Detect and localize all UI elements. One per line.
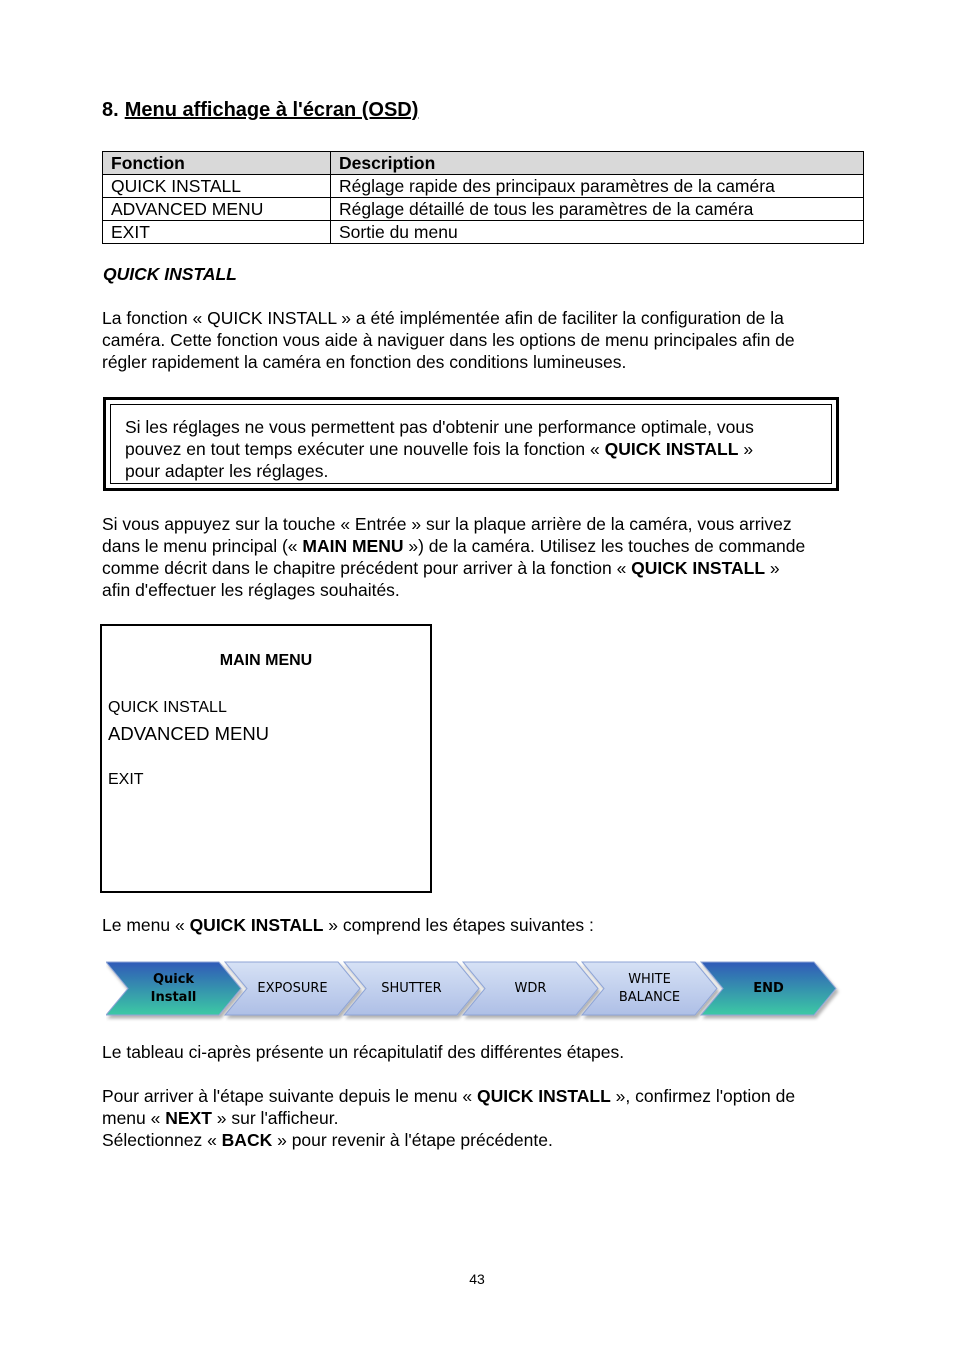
note-content xyxy=(110,404,832,484)
bold-term: NEXT xyxy=(165,1108,212,1128)
table-cell: EXIT xyxy=(103,221,331,244)
section-title: Menu affichage à l'écran (OSD) xyxy=(124,99,419,121)
osd-menu-screen xyxy=(100,624,432,893)
text-span: menu « xyxy=(102,1108,166,1128)
table-header-cell: Fonction xyxy=(103,152,331,175)
navigation-paragraph xyxy=(102,1085,892,1151)
bold-term: QUICK INSTALL xyxy=(189,915,324,935)
text-span: dans le menu principal (« xyxy=(102,536,303,556)
step-label-line: BALANCE xyxy=(618,989,681,1005)
table-row xyxy=(103,175,864,198)
quick-install-steps-diagram xyxy=(106,958,842,1022)
step-label-line: WHITE xyxy=(628,971,671,987)
text-span: Sélectionnez « xyxy=(102,1130,222,1150)
text-span: Le menu « xyxy=(102,915,190,935)
text-span: » pour revenir à l'étape précédente. xyxy=(272,1130,553,1150)
step-label-line: Quick xyxy=(152,971,195,987)
table-header-cell: Description xyxy=(331,152,864,175)
page-number: 43 xyxy=(469,1271,485,1287)
text-span: » sur l'afficheur. xyxy=(211,1108,339,1128)
section-heading xyxy=(102,99,418,122)
summary-paragraph: Le tableau ci-après présente un récapitulatif des différentes étapes. xyxy=(102,1042,625,1062)
step-label-line: SHUTTER xyxy=(381,980,442,996)
step-label-line: Install xyxy=(150,989,197,1005)
bold-term: QUICK INSTALL xyxy=(631,558,766,578)
bold-term: MAIN MENU xyxy=(302,536,404,556)
text-span: » xyxy=(738,439,754,459)
text-span: comme décrit dans le chapitre précédent pour arriver à la fonction « xyxy=(102,558,632,578)
osd-menu-item-exit: EXIT xyxy=(108,771,144,788)
table-cell: Réglage rapide des principaux paramètres de la caméra xyxy=(331,175,864,198)
table-cell: Sortie du menu xyxy=(331,221,864,244)
bold-term: QUICK INSTALL xyxy=(604,439,739,459)
step-label-line: WDR xyxy=(514,980,547,996)
access-paragraph xyxy=(102,513,892,601)
table-cell: ADVANCED MENU xyxy=(103,198,331,221)
osd-menu-title: MAIN MENU xyxy=(219,652,313,669)
table-row xyxy=(103,198,864,221)
text-line: La fonction « QUICK INSTALL » a été implémentée afin de faciliter la configuration de la xyxy=(102,308,784,328)
text-line xyxy=(102,1107,892,1129)
step-label xyxy=(481,980,580,998)
table-cell: Réglage détaillé de tous les paramètres de la caméra xyxy=(331,198,864,221)
text-line xyxy=(102,557,892,579)
step-label xyxy=(362,980,461,998)
text-span: pouvez en tout temps exécuter une nouvelle fois la fonction « xyxy=(125,439,605,459)
text-span: ») de la caméra. Utilisez les touches de commande xyxy=(403,536,806,556)
text-line: Si les réglages ne vous permettent pas d'obtenir une performance optimale, vous xyxy=(125,417,754,437)
step-label xyxy=(719,980,818,998)
table-row xyxy=(103,221,864,244)
bold-term: QUICK INSTALL xyxy=(476,1086,611,1106)
text-line: caméra. Cette fonction vous aide à naviguer dans les options de menu principales afin de xyxy=(102,330,795,350)
note-box xyxy=(103,397,839,491)
osd-menu-item-advanced-menu: ADVANCED MENU xyxy=(108,723,270,744)
step-label xyxy=(243,980,342,998)
intro-paragraph xyxy=(102,307,892,373)
text-span: » comprend les étapes suivantes : xyxy=(323,915,594,935)
text-span: » xyxy=(765,558,780,578)
text-line xyxy=(102,1085,892,1107)
text-line xyxy=(102,535,892,557)
osd-menu-item-quick-install: QUICK INSTALL xyxy=(108,699,227,716)
text-line: régler rapidement la caméra en fonction des conditions lumineuses. xyxy=(102,352,627,372)
step-label-line: EXPOSURE xyxy=(257,980,328,996)
text-span: », confirmez l'option de xyxy=(610,1086,796,1106)
step-label xyxy=(600,971,699,1007)
quick-install-heading: QUICK INSTALL xyxy=(103,264,237,284)
table-header-row xyxy=(103,152,864,175)
text-line: afin d'effectuer les réglages souhaités. xyxy=(102,580,400,600)
table-cell: QUICK INSTALL xyxy=(103,175,331,198)
text-span: Pour arriver à l'étape suivante depuis le menu « xyxy=(102,1086,477,1106)
step-label xyxy=(124,971,223,1007)
text-line: pour adapter les réglages. xyxy=(125,461,329,481)
bold-term: BACK xyxy=(221,1130,273,1150)
step-label-line: END xyxy=(753,980,784,996)
section-number: 8. xyxy=(102,99,119,121)
text-line xyxy=(125,438,817,460)
steps-intro xyxy=(102,914,892,936)
text-line: Si vous appuyez sur la touche « Entrée » sur la plaque arrière de la caméra, vous arrivez xyxy=(102,514,792,534)
function-table xyxy=(102,151,864,244)
text-line xyxy=(102,1129,892,1151)
